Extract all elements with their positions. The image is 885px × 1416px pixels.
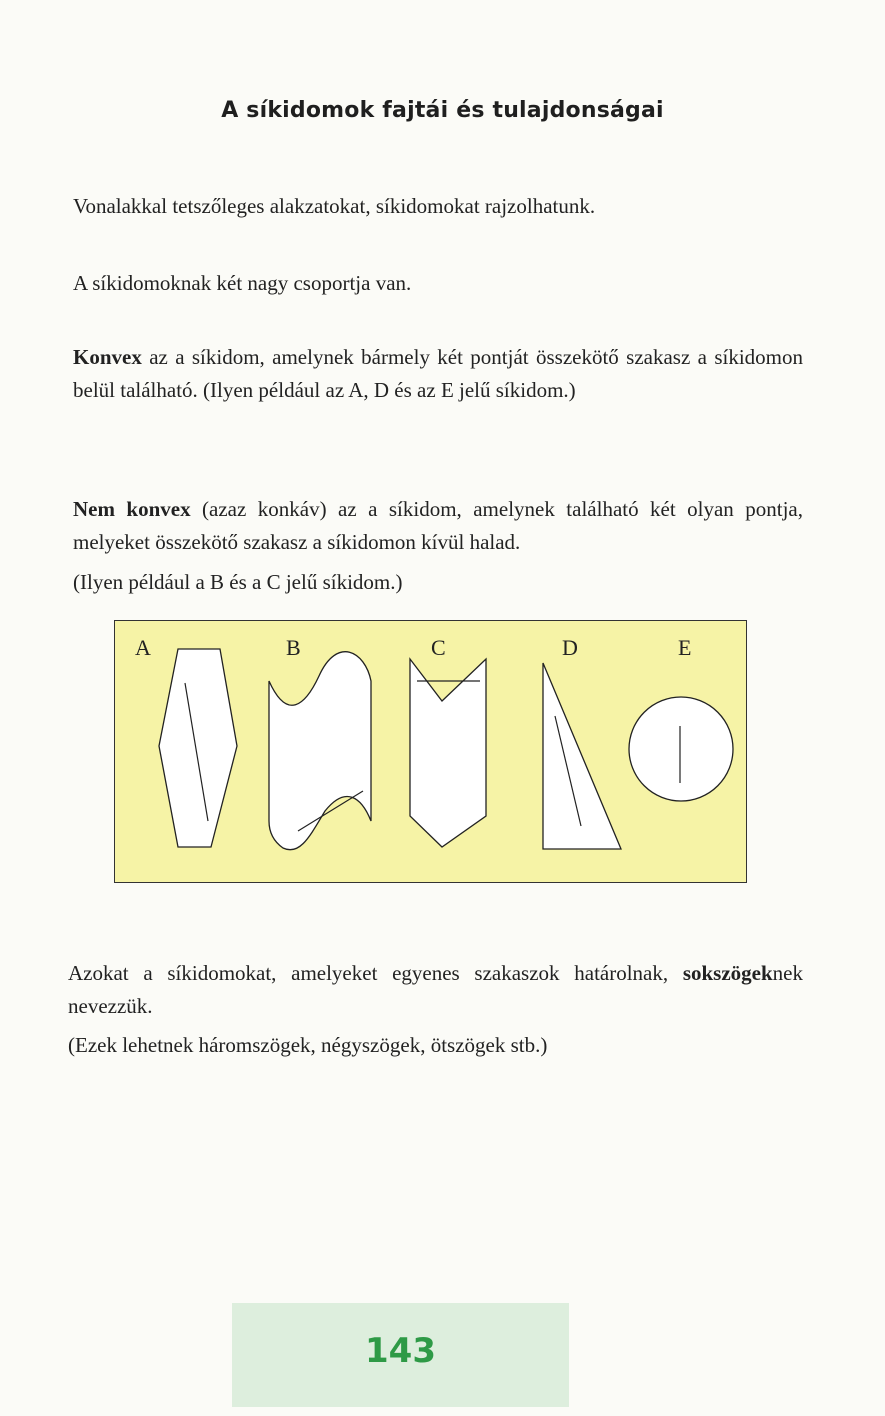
shape-c [410,659,486,847]
shape-a [159,649,237,847]
paragraph-nonconvex-example: (Ilyen például a B és a C jelű síkidom.) [73,570,403,594]
paragraph-groups: A síkidomoknak két nagy csoportja van. [73,271,412,295]
label-d: D [562,635,578,660]
label-c: C [431,635,446,660]
paragraph-intro: Vonalakkal tetszőleges alakzatokat, síkidomokat rajzolhatunk. [73,194,596,218]
shape-b [269,652,371,850]
label-a: A [135,635,151,660]
label-b: B [286,635,301,660]
page-number: 143 [365,1331,436,1371]
convex-definition: az a síkidom, amelynek bármely két pontját összekötő szakasz a síkidomon belül található. (Ilyen például az A, D és az E jelű síkidom.) [73,345,803,402]
polygons-text: Azokat a síkidomokat, amelyeket egyenes szakaszok határolnak, [68,961,683,985]
shape-e [629,697,733,801]
page-number-box [232,1303,569,1407]
term-convex: Konvex [73,345,142,369]
paragraph-convex [73,341,803,407]
page-title: A síkidomok fajtái és tulajdonságai [221,98,664,123]
label-e: E [678,635,692,660]
paragraph-nonconvex [73,493,803,559]
polygons-rest: nek nevezzük. [68,961,803,1018]
shapes-figure [114,620,747,883]
paragraph-polygon-examples: (Ezek lehetnek háromszögek, négyszögek, ötszögek stb.) [68,1033,548,1057]
shape-d [543,663,621,849]
nonconvex-definition: (azaz konkáv) az a síkidom, amelynek található két olyan pontja, melyeket összekötő szakasz a síkidomon kívül halad. [73,497,803,554]
paragraph-polygons [68,957,803,1023]
term-nonconvex: Nem konvex [73,497,191,521]
term-polygons: sokszögek [682,961,773,985]
